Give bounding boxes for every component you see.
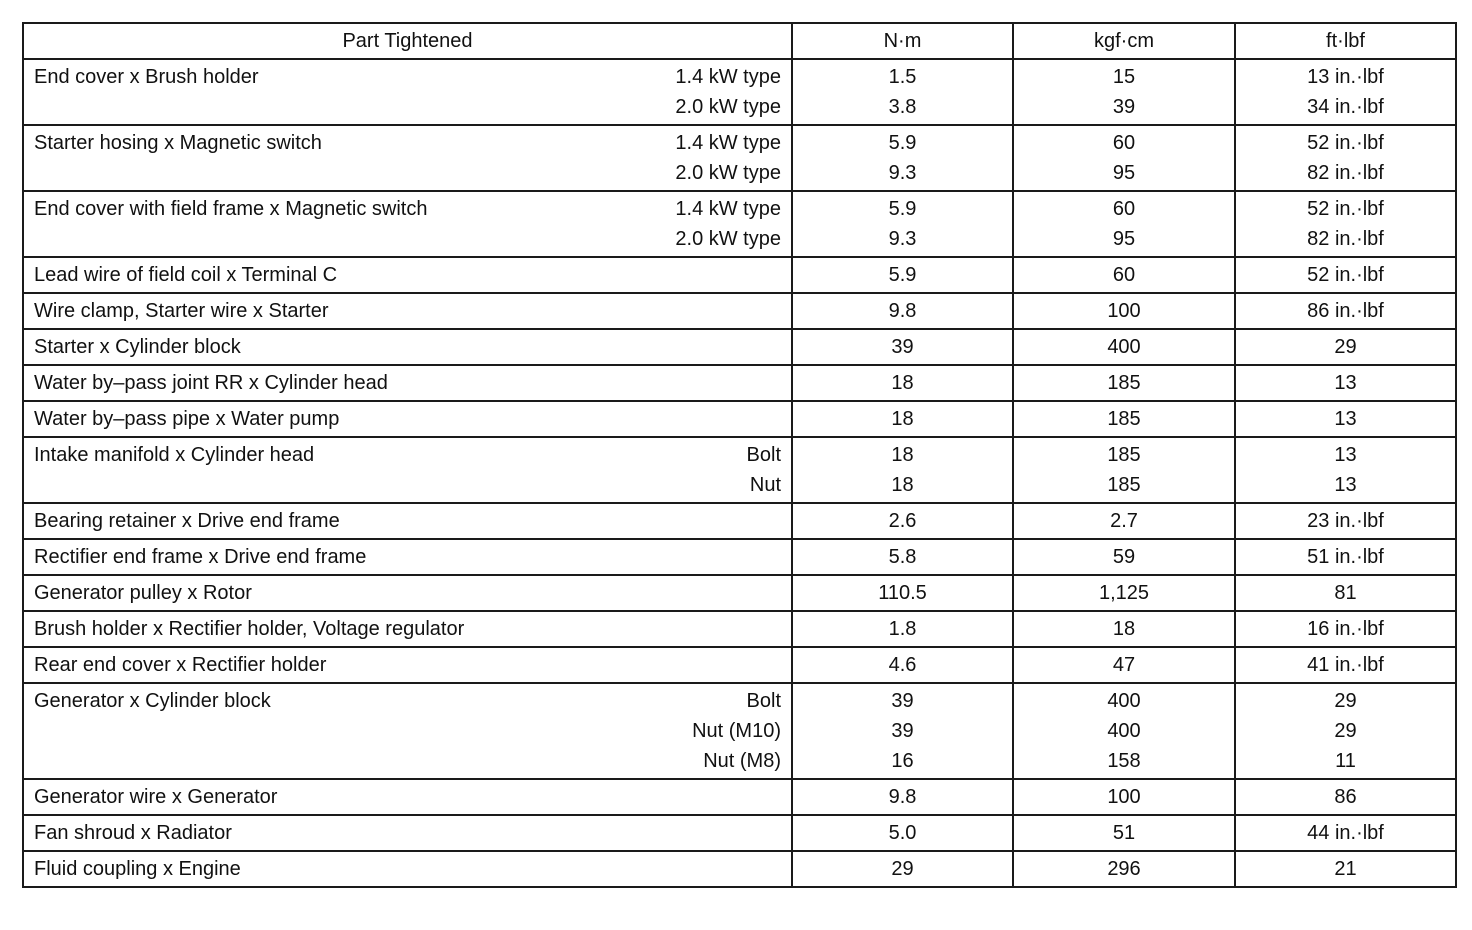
kgfcm-cell xyxy=(1013,647,1235,683)
kgfcm-value: 100 xyxy=(1107,300,1141,322)
nm-value: 18 xyxy=(891,408,914,430)
kgfcm-value: 400 xyxy=(1107,336,1141,358)
kgfcm-value: 95 xyxy=(1112,228,1136,250)
ftlbf-cell xyxy=(1235,257,1456,293)
part-cell xyxy=(23,401,792,437)
nm-cell xyxy=(792,503,1013,539)
nm-value: 5.9 xyxy=(888,198,917,220)
ftlbf-cell xyxy=(1235,611,1456,647)
ftlbf-cell xyxy=(1235,575,1456,611)
part-cell xyxy=(23,611,792,647)
kgfcm-value: 47 xyxy=(1112,654,1136,676)
part-line xyxy=(34,404,781,434)
table-row xyxy=(23,59,1456,125)
nm-value: 5.0 xyxy=(888,822,917,844)
kgfcm-value: 95 xyxy=(1112,162,1136,184)
ftlbf-value: 11 xyxy=(1335,750,1356,772)
ftlbf-value: 52 in.·lbf xyxy=(1307,198,1384,220)
table-row xyxy=(23,401,1456,437)
ftlbf-cell xyxy=(1235,59,1456,125)
nm-value: 3.8 xyxy=(888,96,917,118)
part-cell xyxy=(23,329,792,365)
table-row xyxy=(23,851,1456,887)
part-name: Rectifier end frame x Drive end frame xyxy=(34,546,367,568)
table-row xyxy=(23,647,1456,683)
ftlbf-cell xyxy=(1235,503,1456,539)
part-line xyxy=(34,332,781,362)
kgfcm-cell xyxy=(1013,191,1235,257)
ftlbf-cell xyxy=(1235,293,1456,329)
kgfcm-cell xyxy=(1013,437,1235,503)
nm-value: 9.3 xyxy=(888,228,917,250)
kgfcm-value: 400 xyxy=(1107,720,1141,742)
nm-cell xyxy=(792,611,1013,647)
part-cell xyxy=(23,575,792,611)
table-row xyxy=(23,815,1456,851)
kgfcm-cell xyxy=(1013,503,1235,539)
part-line xyxy=(34,62,781,92)
table-row xyxy=(23,191,1456,257)
kgfcm-value: 100 xyxy=(1107,786,1141,808)
header-nm: N·m xyxy=(792,23,1013,59)
kgfcm-value: 39 xyxy=(1112,96,1136,118)
kgfcm-cell xyxy=(1013,611,1235,647)
ftlbf-cell xyxy=(1235,683,1456,779)
kgfcm-cell xyxy=(1013,815,1235,851)
ftlbf-cell xyxy=(1235,437,1456,503)
kgfcm-cell xyxy=(1013,779,1235,815)
part-line xyxy=(34,158,781,188)
nm-value: 18 xyxy=(891,444,914,466)
ftlbf-value: 13 in.·lbf xyxy=(1307,66,1384,88)
part-line xyxy=(34,296,781,326)
nm-value: 39 xyxy=(891,690,914,712)
part-cell xyxy=(23,815,792,851)
table-row xyxy=(23,611,1456,647)
part-cell xyxy=(23,257,792,293)
ftlbf-cell xyxy=(1235,191,1456,257)
nm-value: 9.3 xyxy=(888,162,917,184)
part-name: Lead wire of field coil x Terminal C xyxy=(34,264,338,286)
part-variant: 2.0 kW type xyxy=(675,162,781,184)
ftlbf-value: 16 in.·lbf xyxy=(1307,618,1384,640)
ftlbf-cell xyxy=(1235,851,1456,887)
ftlbf-value: 29 xyxy=(1334,336,1357,358)
part-name: Rear end cover x Rectifier holder xyxy=(34,654,327,676)
table-row xyxy=(23,683,1456,779)
table-row xyxy=(23,329,1456,365)
nm-value: 9.8 xyxy=(888,300,917,322)
part-name: Generator x Cylinder block xyxy=(34,690,271,712)
part-cell xyxy=(23,365,792,401)
part-name: End cover x Brush holder xyxy=(34,66,259,88)
torque-spec-table xyxy=(22,22,1457,888)
table-body xyxy=(23,59,1456,887)
ftlbf-value: 44 in.·lbf xyxy=(1307,822,1384,844)
part-line xyxy=(34,818,781,848)
part-line xyxy=(34,746,781,776)
kgfcm-value: 18 xyxy=(1112,618,1136,640)
nm-cell xyxy=(792,539,1013,575)
ftlbf-value: 29 xyxy=(1334,690,1357,712)
part-cell xyxy=(23,539,792,575)
part-line xyxy=(34,92,781,122)
part-line xyxy=(34,440,781,470)
nm-value: 18 xyxy=(891,372,914,394)
table-row xyxy=(23,539,1456,575)
nm-cell xyxy=(792,851,1013,887)
part-name: Generator pulley x Rotor xyxy=(34,582,252,604)
ftlbf-value: 82 in.·lbf xyxy=(1307,162,1384,184)
nm-value: 1.5 xyxy=(888,66,917,88)
part-line xyxy=(34,224,781,254)
table-row xyxy=(23,503,1456,539)
part-line xyxy=(34,506,781,536)
part-variant: 1.4 kW type xyxy=(675,66,781,88)
kgfcm-cell xyxy=(1013,125,1235,191)
table-row xyxy=(23,257,1456,293)
table-row xyxy=(23,365,1456,401)
kgfcm-value: 51 xyxy=(1112,822,1136,844)
nm-cell xyxy=(792,365,1013,401)
part-name: Water by–pass pipe x Water pump xyxy=(34,408,340,430)
kgfcm-cell xyxy=(1013,683,1235,779)
table-row xyxy=(23,575,1456,611)
part-cell xyxy=(23,125,792,191)
part-line xyxy=(34,194,781,224)
part-variant: 1.4 kW type xyxy=(675,198,781,220)
part-name: Starter x Cylinder block xyxy=(34,336,241,358)
header-kgfcm: kgf·cm xyxy=(1013,23,1235,59)
part-variant: Nut (M8) xyxy=(703,750,781,772)
nm-value: 5.9 xyxy=(888,132,917,154)
kgfcm-cell xyxy=(1013,257,1235,293)
kgfcm-value: 185 xyxy=(1107,444,1141,466)
kgfcm-cell xyxy=(1013,293,1235,329)
header-row xyxy=(23,23,1456,59)
ftlbf-value: 29 xyxy=(1334,720,1357,742)
kgfcm-value: 59 xyxy=(1112,546,1136,568)
part-cell xyxy=(23,191,792,257)
part-name: Intake manifold x Cylinder head xyxy=(34,444,315,466)
nm-value: 9.8 xyxy=(888,786,917,808)
nm-value: 39 xyxy=(891,720,914,742)
nm-value: 1.8 xyxy=(888,618,917,640)
nm-cell xyxy=(792,293,1013,329)
kgfcm-value: 2.7 xyxy=(1110,510,1138,532)
ftlbf-value: 23 in.·lbf xyxy=(1307,510,1384,532)
part-cell xyxy=(23,851,792,887)
part-cell xyxy=(23,683,792,779)
header-ftlbf: ft·lbf xyxy=(1235,23,1456,59)
nm-value: 39 xyxy=(891,336,914,358)
kgfcm-value: 60 xyxy=(1112,198,1136,220)
part-variant: Nut (M10) xyxy=(692,720,781,742)
nm-value: 110.5 xyxy=(878,582,927,604)
ftlbf-cell xyxy=(1235,779,1456,815)
part-cell xyxy=(23,503,792,539)
ftlbf-value: 13 xyxy=(1334,408,1357,430)
kgfcm-value: 1,125 xyxy=(1098,582,1150,604)
nm-cell xyxy=(792,437,1013,503)
part-name: Wire clamp, Starter wire x Starter xyxy=(34,300,329,322)
kgfcm-value: 185 xyxy=(1107,372,1141,394)
part-line xyxy=(34,782,781,812)
part-variant: 2.0 kW type xyxy=(675,96,781,118)
nm-cell xyxy=(792,575,1013,611)
part-line xyxy=(34,470,781,500)
part-variant: 1.4 kW type xyxy=(675,132,781,154)
ftlbf-cell xyxy=(1235,401,1456,437)
table-row xyxy=(23,437,1456,503)
kgfcm-value: 400 xyxy=(1107,690,1141,712)
part-line xyxy=(34,542,781,572)
part-cell xyxy=(23,779,792,815)
ftlbf-value: 86 xyxy=(1334,786,1357,808)
ftlbf-value: 81 xyxy=(1334,582,1357,604)
part-line xyxy=(34,650,781,680)
part-name: Starter hosing x Magnetic switch xyxy=(34,132,322,154)
part-line xyxy=(34,128,781,158)
ftlbf-value: 51 in.·lbf xyxy=(1307,546,1384,568)
nm-value: 5.9 xyxy=(888,264,917,286)
nm-cell xyxy=(792,257,1013,293)
ftlbf-value: 52 in.·lbf xyxy=(1307,132,1384,154)
ftlbf-value: 21 xyxy=(1334,858,1357,880)
kgfcm-value: 185 xyxy=(1107,408,1141,430)
table-row xyxy=(23,293,1456,329)
part-variant: Nut xyxy=(749,474,781,496)
kgfcm-cell xyxy=(1013,329,1235,365)
nm-cell xyxy=(792,815,1013,851)
kgfcm-value: 60 xyxy=(1112,264,1136,286)
nm-cell xyxy=(792,683,1013,779)
part-name: Water by–pass joint RR x Cylinder head xyxy=(34,372,388,394)
ftlbf-cell xyxy=(1235,815,1456,851)
ftlbf-cell xyxy=(1235,647,1456,683)
ftlbf-cell xyxy=(1235,539,1456,575)
kgfcm-cell xyxy=(1013,59,1235,125)
ftlbf-value: 41 in.·lbf xyxy=(1307,654,1384,676)
ftlbf-value: 13 xyxy=(1334,444,1357,466)
part-variant: Bolt xyxy=(746,690,781,712)
part-name: Fan shroud x Radiator xyxy=(34,822,232,844)
nm-cell xyxy=(792,647,1013,683)
part-name: Fluid coupling x Engine xyxy=(34,858,241,880)
kgfcm-cell xyxy=(1013,365,1235,401)
ftlbf-cell xyxy=(1235,125,1456,191)
header-part: Part Tightened xyxy=(23,23,792,59)
part-name: End cover with field frame x Magnetic switch xyxy=(34,198,428,220)
part-line xyxy=(34,716,781,746)
kgfcm-value: 15 xyxy=(1112,66,1136,88)
part-cell xyxy=(23,59,792,125)
part-line xyxy=(34,578,781,608)
nm-value: 18 xyxy=(891,474,914,496)
kgfcm-cell xyxy=(1013,851,1235,887)
ftlbf-value: 13 xyxy=(1334,474,1357,496)
ftlbf-value: 82 in.·lbf xyxy=(1307,228,1384,250)
table-row xyxy=(23,779,1456,815)
part-line xyxy=(34,260,781,290)
ftlbf-value: 86 in.·lbf xyxy=(1307,300,1384,322)
part-cell xyxy=(23,647,792,683)
ftlbf-cell xyxy=(1235,329,1456,365)
ftlbf-value: 34 in.·lbf xyxy=(1307,96,1384,118)
nm-value: 5.8 xyxy=(888,546,917,568)
part-name: Bearing retainer x Drive end frame xyxy=(34,510,340,532)
table-row xyxy=(23,125,1456,191)
part-variant: Bolt xyxy=(746,444,781,466)
part-line xyxy=(34,368,781,398)
part-name: Brush holder x Rectifier holder, Voltage regulator xyxy=(34,618,465,640)
nm-cell xyxy=(792,191,1013,257)
part-line xyxy=(34,854,781,884)
nm-cell xyxy=(792,329,1013,365)
ftlbf-value: 13 xyxy=(1334,372,1357,394)
part-cell xyxy=(23,437,792,503)
nm-value: 16 xyxy=(891,750,914,772)
nm-cell xyxy=(792,59,1013,125)
kgfcm-cell xyxy=(1013,401,1235,437)
part-line xyxy=(34,686,781,716)
part-line xyxy=(34,614,781,644)
nm-value: 2.6 xyxy=(888,510,917,532)
kgfcm-value: 185 xyxy=(1107,474,1141,496)
kgfcm-value: 158 xyxy=(1107,750,1141,772)
part-name: Generator wire x Generator xyxy=(34,786,278,808)
nm-value: 29 xyxy=(891,858,914,880)
nm-cell xyxy=(792,779,1013,815)
ftlbf-value: 52 in.·lbf xyxy=(1307,264,1384,286)
part-variant: 2.0 kW type xyxy=(675,228,781,250)
nm-cell xyxy=(792,125,1013,191)
kgfcm-value: 60 xyxy=(1112,132,1136,154)
kgfcm-cell xyxy=(1013,539,1235,575)
part-cell xyxy=(23,293,792,329)
ftlbf-cell xyxy=(1235,365,1456,401)
kgfcm-value: 296 xyxy=(1107,858,1141,880)
nm-value: 4.6 xyxy=(888,654,917,676)
nm-cell xyxy=(792,401,1013,437)
kgfcm-cell xyxy=(1013,575,1235,611)
